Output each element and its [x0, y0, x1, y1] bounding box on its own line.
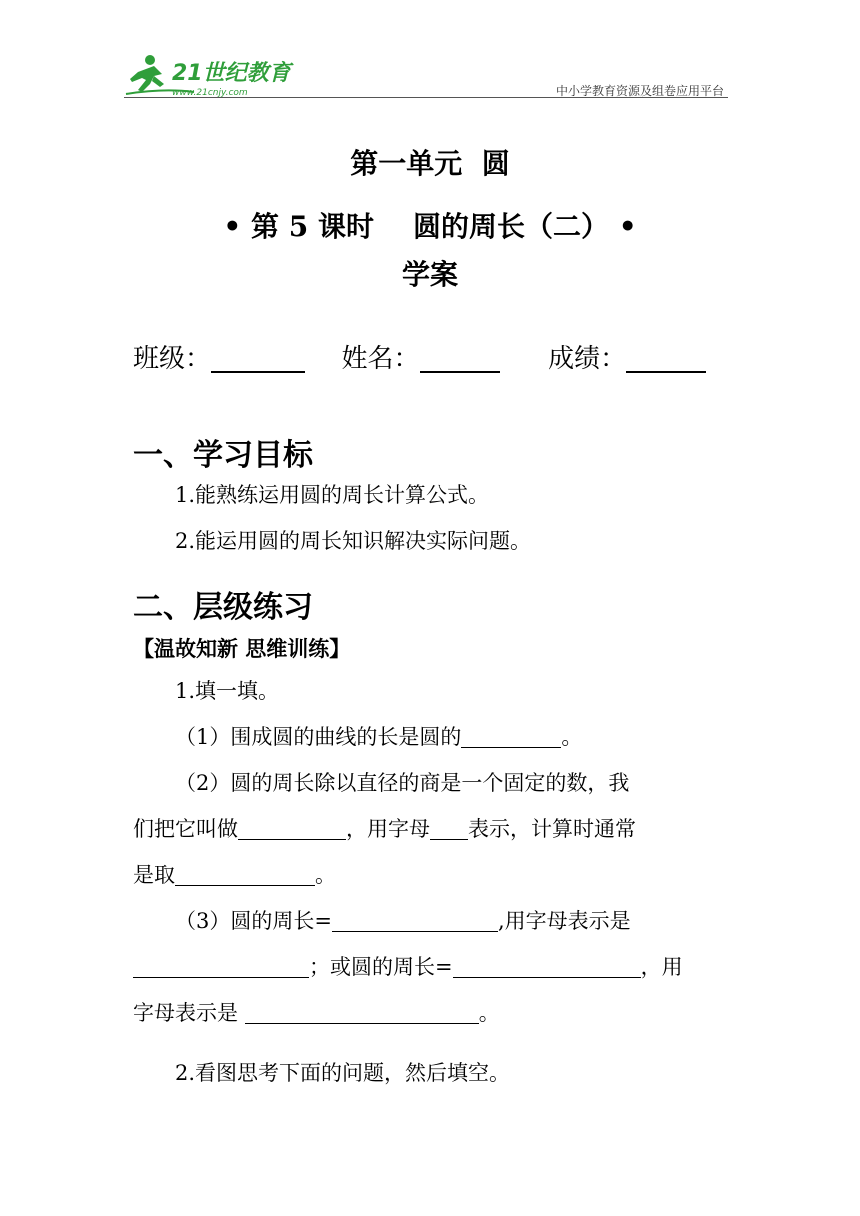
q1-3-blank-letters2[interactable]	[245, 1001, 479, 1024]
q1-3-text-d: ，用	[640, 955, 683, 979]
q1-1-text: （1）围成圆的曲线的长是圆的	[175, 725, 462, 749]
question-1-2-line1: （2）圆的周长除以直径的商是一个固定的数，我	[175, 771, 630, 795]
q1-3-text-a: （3）圆的周长=	[175, 909, 332, 933]
q1-3-text-c: ；或圆的周长=	[309, 955, 453, 979]
question-1-3-line2	[133, 944, 728, 990]
q1-2-blank-name[interactable]	[238, 817, 346, 840]
question-1-3-line3	[133, 990, 728, 1036]
q1-2-text-e: 。	[315, 863, 336, 887]
q1-3-text-b: ,用字母表示是	[497, 909, 631, 933]
goal-item: 2.能运用圆的周长知识解决实际问题。	[175, 529, 532, 553]
doc-type-title: 学案	[401, 258, 458, 291]
section-heading-practice: 二、层级练习	[133, 590, 313, 625]
lesson-title: • 第 5 课时 圆的周长（二） •	[223, 210, 637, 243]
name-blank[interactable]	[420, 343, 500, 373]
class-blank[interactable]	[211, 343, 305, 373]
q1-2-text-d: 是取	[133, 863, 175, 887]
question-1-2-line3	[133, 852, 728, 898]
q1-2-text-c: 表示，计算时通常	[468, 817, 636, 841]
q1-2-blank-letter[interactable]	[430, 817, 468, 840]
page-header	[124, 50, 728, 102]
q1-2-blank-value[interactable]	[175, 863, 315, 886]
q1-3-blank-formula[interactable]	[332, 909, 498, 932]
score-blank[interactable]	[626, 343, 706, 373]
q1-3-text-e: 字母表示是	[133, 1001, 238, 1025]
student-info-row	[133, 338, 706, 375]
svg-text:21世纪教育: 21世纪教育	[172, 61, 291, 86]
q1-1-end: 。	[561, 725, 583, 749]
section-heading-goals: 一、学习目标	[133, 438, 313, 473]
q1-2-text-b: ，用字母	[346, 817, 430, 841]
question-1-3-line1	[133, 898, 770, 944]
goal-item: 1.能熟练运用圆的周长计算公式。	[175, 483, 490, 507]
score-label: 成绩：	[548, 344, 627, 374]
class-label: 班级：	[133, 344, 212, 374]
21cnjy-logo	[124, 50, 294, 100]
question-2-title: 2.看图思考下面的问题，然后填空。	[175, 1061, 511, 1085]
name-label: 姓名：	[341, 344, 420, 374]
question-1-title: 1.填一填。	[175, 679, 280, 703]
header-divider	[124, 97, 728, 98]
svg-text:www.21cnjy.com: www.21cnjy.com	[172, 88, 248, 98]
question-1-2-line2	[133, 806, 728, 852]
question-1-1	[133, 714, 770, 760]
q1-3-blank-formula2[interactable]	[453, 955, 641, 978]
header-slogan: 中小学教育资源及组卷应用平台	[555, 84, 724, 98]
q1-3-blank-letters[interactable]	[133, 955, 309, 978]
unit-title: 第一单元 圆	[350, 147, 510, 180]
practice-subheading: 【温故知新 思维训练】	[133, 636, 351, 661]
q1-2-text-a: 们把它叫做	[133, 817, 238, 841]
q1-1-blank[interactable]	[461, 725, 561, 748]
q1-3-text-f: 。	[478, 1001, 500, 1025]
